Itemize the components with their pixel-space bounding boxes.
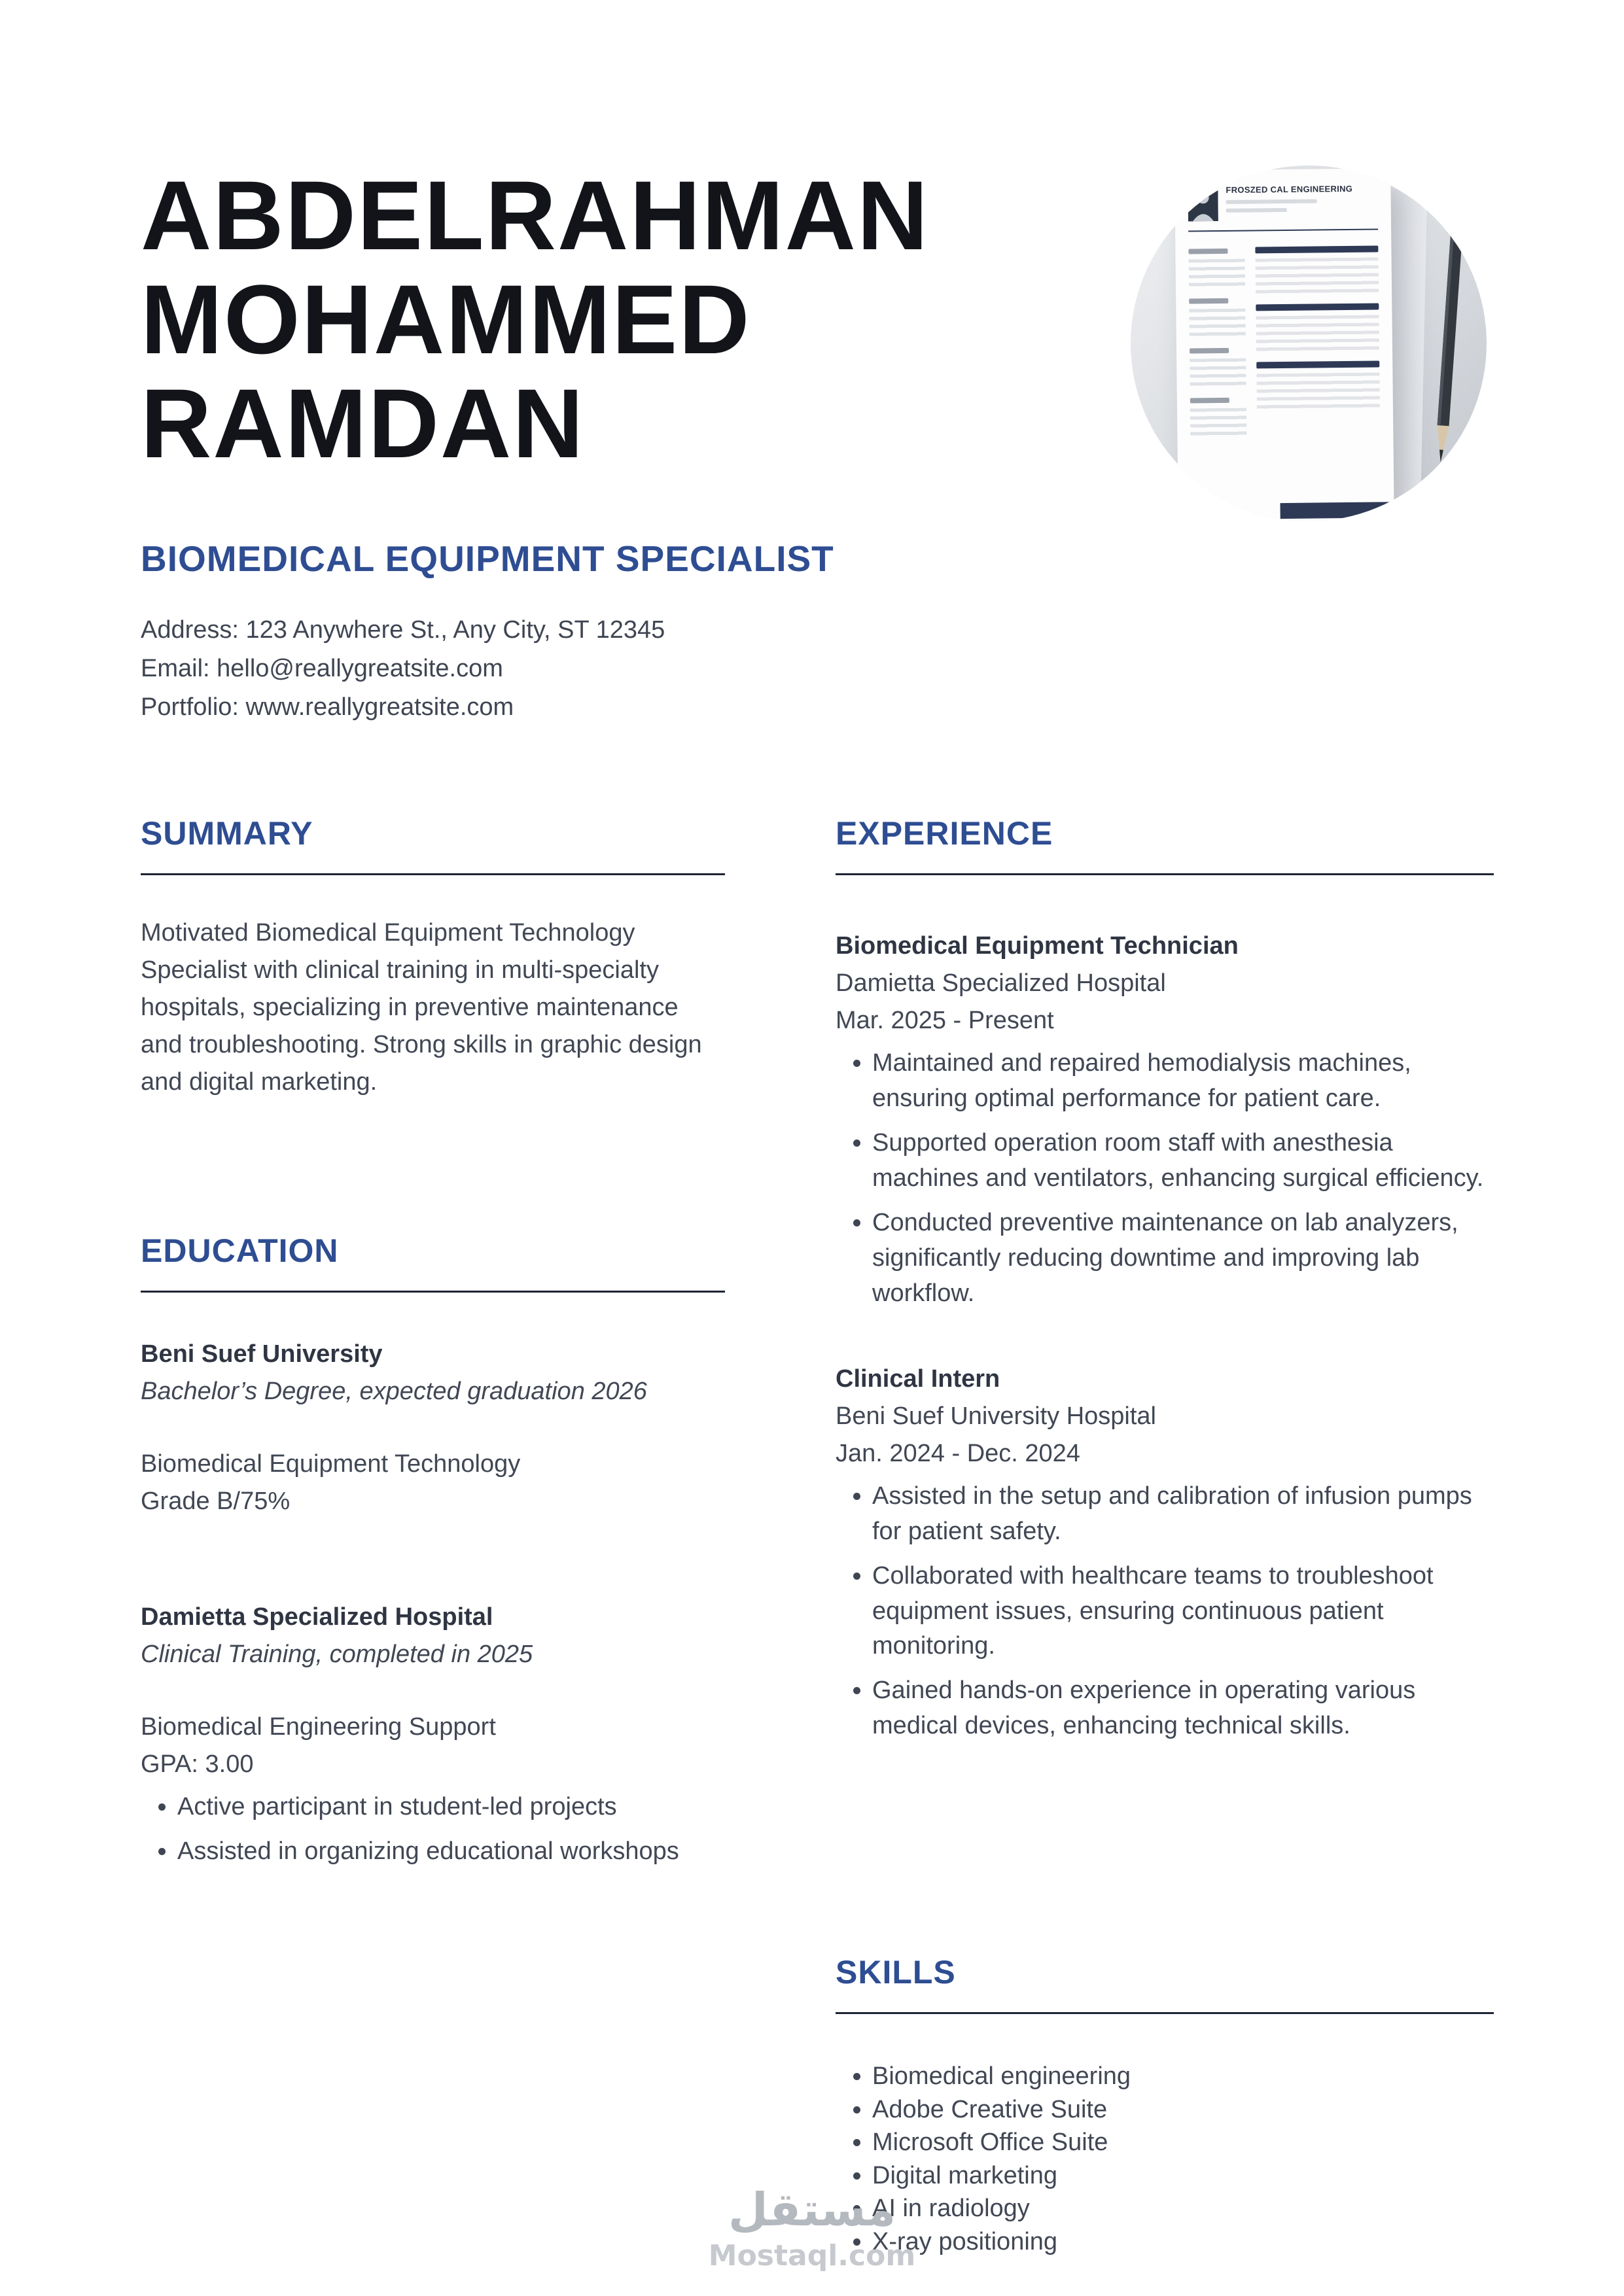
education-grade: GPA: 3.00: [141, 1750, 254, 1778]
contact-email: Email: hello@reallygreatsite.com: [141, 654, 503, 682]
thumbnail-side-label: [1188, 249, 1227, 254]
watermark-arabic: مستقل: [728, 2183, 896, 2236]
thumbnail-title: FROSZED CAL ENGINEERING: [1226, 183, 1353, 195]
watermark: [0, 2185, 1624, 2272]
skill-item: • AI in radiology: [872, 2192, 1494, 2225]
thumbnail-side-label: [1190, 348, 1229, 354]
content-columns: [141, 814, 1494, 2259]
experience-heading: EXPERIENCE: [836, 815, 1053, 852]
name-line-2: MOHAMMED: [141, 264, 751, 374]
name-line-1: ABDELRAHMAN: [141, 160, 930, 270]
resume-thumbnail: [1131, 165, 1487, 521]
skill-item: • Adobe Creative Suite: [872, 2093, 1494, 2127]
thumbnail-side-label: [1189, 298, 1228, 304]
education-degree: Clinical Training, completed in 2025: [141, 1641, 533, 1668]
experience-bullet: • Collaborated with healthcare teams to troubleshoot equipment issues, ensuring continuous patient monitoring.: [872, 1559, 1494, 1665]
education-degree: Bachelor’s Degree, expected graduation 2026: [141, 1378, 647, 1405]
experience-job-title: Biomedical Equipment Technician: [836, 932, 1239, 960]
summary-heading: SUMMARY: [141, 815, 313, 852]
skill-item: • Digital marketing: [872, 2159, 1494, 2193]
experience-bullet-list: [836, 1479, 1494, 1745]
experience-organization: Damietta Specialized Hospital: [836, 969, 1166, 997]
education-program: Biomedical Engineering Support: [141, 1713, 496, 1741]
candidate-name: [141, 160, 1057, 478]
watermark-domain: Mostaql.com: [708, 2239, 916, 2272]
thumbnail-side-lines: [1190, 358, 1246, 389]
section-rule: [836, 873, 1494, 875]
thumbnail-body: [1188, 237, 1380, 438]
section-rule: [141, 873, 725, 875]
name-line-3: RAMDAN: [141, 368, 585, 478]
thumbnail-text-bar: [1226, 208, 1287, 213]
summary-section: [141, 814, 725, 1101]
thumbnail-text-bar: [1226, 199, 1317, 203]
experience-section: [836, 814, 1494, 1744]
experience-bullet-list: [836, 1046, 1494, 1312]
experience-bullet: • Supported operation room staff with anesthesia machines and ventilators, enhancing surgical efficiency.: [872, 1126, 1494, 1196]
thumbnail-side-lines: [1189, 259, 1245, 290]
thumbnail-portrait-photo: [1188, 184, 1218, 221]
education-section: [141, 1232, 725, 1870]
thumbnail-paragraph-lines: [1256, 257, 1379, 296]
education-entry: [141, 1336, 725, 1520]
education-grade: Grade B/75%: [141, 1487, 291, 1515]
education-institution: Beni Suef University: [141, 1340, 383, 1368]
left-column: [141, 814, 725, 1879]
thumbnail-section-bar: [1256, 360, 1379, 368]
experience-dates: Jan. 2024 - Dec. 2024: [836, 1439, 1080, 1467]
thumbnail-footer-bar: [1280, 502, 1398, 519]
education-entry: [141, 1599, 725, 1870]
right-column: [836, 814, 1494, 2259]
thumbnail-header: [1188, 183, 1378, 221]
thumbnail-side-label: [1190, 398, 1229, 404]
job-title: BIOMEDICAL EQUIPMENT SPECIALIST: [141, 538, 834, 579]
thumbnail-section-bar: [1255, 245, 1378, 253]
contact-address: Address: 123 Anywhere St., Any City, ST 12345: [141, 616, 665, 644]
header: [141, 160, 1057, 727]
thumbnail-title-block: [1226, 183, 1377, 212]
experience-bullet: • Maintained and repaired hemodialysis machines, ensuring optimal performance for patient care.: [872, 1046, 1494, 1117]
experience-bullet: • Gained hands-on experience in operating various medical devices, enhancing technical skills.: [872, 1673, 1494, 1744]
summary-text: Motivated Biomedical Equipment Technology Specialist with clinical training in multi-specialty hospitals, specializing in preventive maintenance and troubleshooting. Strong skills in graphic design and digital marketing.: [141, 919, 702, 1096]
contact-portfolio: Portfolio: www.reallygreatsite.com: [141, 693, 514, 721]
experience-bullet: • Assisted in the setup and calibration of infusion pumps for patient safety.: [872, 1479, 1494, 1550]
skill-item: • Biomedical engineering: [872, 2060, 1494, 2093]
thumbnail-divider: [1188, 228, 1378, 232]
thumbnail-side-lines: [1190, 408, 1246, 439]
experience-bullet: • Conducted preventive maintenance on lab analyzers, significantly reducing downtime and improving lab workflow.: [872, 1206, 1494, 1312]
experience-entry: [836, 1361, 1494, 1745]
experience-job-title: Clinical Intern: [836, 1365, 1000, 1393]
skills-heading: SKILLS: [836, 1954, 956, 1991]
experience-organization: Beni Suef University Hospital: [836, 1402, 1156, 1430]
education-bullet-list: [141, 1790, 725, 1870]
pencil-icon: [1428, 206, 1470, 487]
education-bullet: • Active participant in student-led projects: [177, 1790, 725, 1825]
contact-block: [141, 611, 1057, 727]
skill-item: • Microsoft Office Suite: [872, 2126, 1494, 2159]
thumbnail-section-bar: [1256, 303, 1379, 311]
education-program: Biomedical Equipment Technology: [141, 1450, 521, 1478]
section-rule: [141, 1291, 725, 1293]
education-institution: Damietta Specialized Hospital: [141, 1603, 493, 1631]
education-heading: EDUCATION: [141, 1232, 339, 1269]
thumbnail-paragraph-lines: [1256, 372, 1380, 411]
experience-dates: Mar. 2025 - Present: [836, 1007, 1054, 1034]
experience-entry: [836, 928, 1494, 1312]
thumbnail-sidebar: [1188, 239, 1246, 439]
thumbnail-side-lines: [1189, 309, 1245, 339]
education-bullet: • Assisted in organizing educational workshops: [177, 1834, 725, 1870]
skill-item: • X-ray positioning: [872, 2225, 1494, 2259]
thumbnail-paper: [1174, 168, 1394, 521]
section-rule: [836, 2012, 1494, 2014]
thumbnail-paragraph-lines: [1256, 315, 1379, 354]
thumbnail-main-column: [1255, 237, 1380, 438]
